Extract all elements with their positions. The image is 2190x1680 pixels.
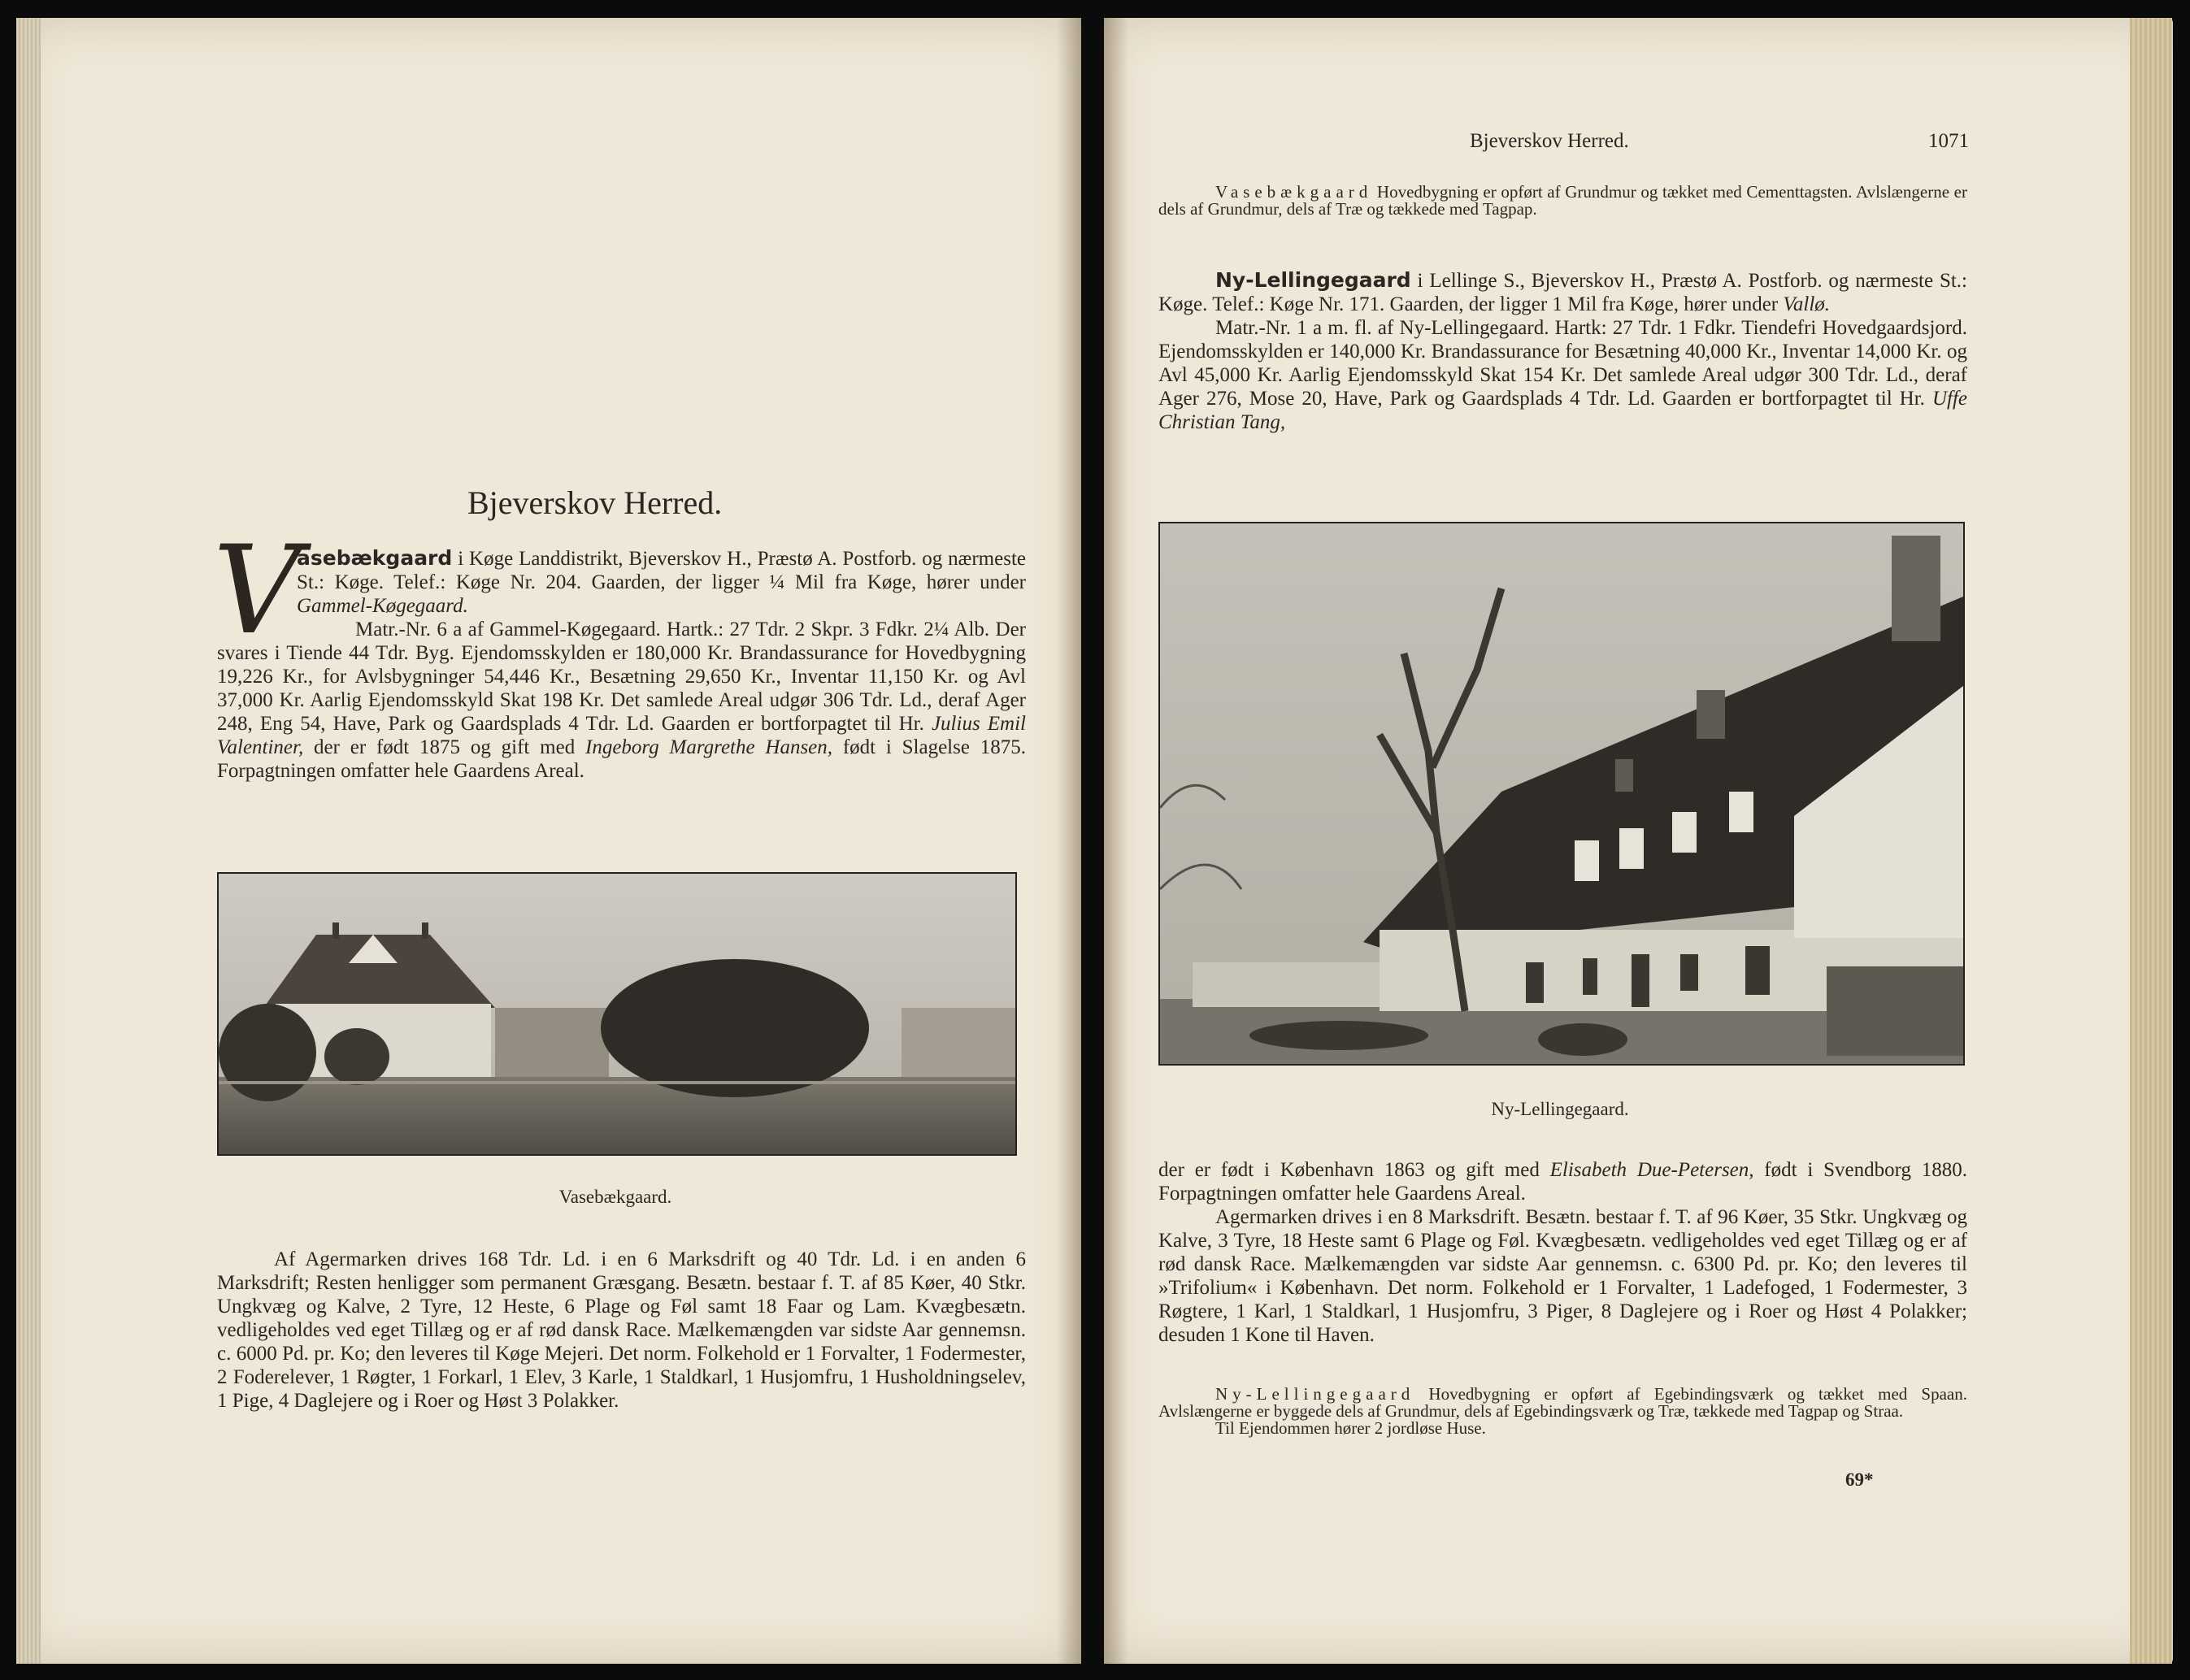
- note-ny-lellingegaard-buildings: Ny-Lellingegaard Hovedbygning er opført af Egebindingsværk og tækket med Spaan. Avlslængerne er byggede dels af Grundmur, dels af Egebindingsværk og Træ, tækkede med Tagpap og Straa. Til Ejendommen hører 2 jordløse Huse.: [1158, 1384, 1967, 1438]
- signature-mark: 69*: [1845, 1469, 1874, 1490]
- right-page-edge: [2130, 18, 2172, 1664]
- photo-vasebaekgaard: [217, 872, 1017, 1156]
- left-page: [16, 18, 1081, 1664]
- page-number: 1071: [1928, 130, 1969, 152]
- left-gutter-shadow: [1057, 18, 1081, 1664]
- entry-name: asebækgaard: [297, 546, 453, 570]
- left-page-edge: [16, 18, 41, 1664]
- dropcap-letter: V: [213, 520, 302, 662]
- photo-ny-lellingegaard: [1158, 522, 1965, 1066]
- section-title: Bjeverskov Herred.: [467, 484, 723, 521]
- paragraph-agermarken-left: Af Agermarken drives 168 Tdr. Ld. i en 6 Marksdrift og 40 Tdr. Ld. i en anden 6 Marksdrift; Resten henligger som permanent Græsgang. Besætn. bestaar f. T. af 85 Køer, 40 Stkr. Ungkvæg og Kalve, 2 Tyre, 12 Heste, 6 Plage og Føl samt 18 Faar og Lam. Kvægbesætn. vedligeholdes ved eget Tillæg og er af rød dansk Race. Mælkemængden var sidste Aar gennemsn. c. 6000 Pd. pr. Ko; den leveres til Køge Mejeri. Det norm. Folkehold er 1 Forvalter, 1 Fodermester, 2 Foderelever, 1 Røgter, 1 Forkarl, 1 Elev, 3 Karle, 1 Staldkarl, 1 Husjomfru, 1 Husholdningselev, 1 Pige, 4 Daglejere og i Roer og Høst 3 Polakker.: [217, 1248, 1026, 1412]
- photo-caption-vasebaekgaard: Vasebækgaard.: [558, 1187, 672, 1207]
- entry-name-ny-lellingegaard: Ny-Lellingegaard: [1215, 268, 1411, 292]
- entry-ny-lellingegaard-continued: der er født i København 1863 og gift med Elisabeth Due-Petersen, født i Svendborg 1880. Forpagtningen omfatter hele Gaardens Areal. Agermarken drives i en 8 Marksdrift. Besætn. bestaar f. T. af 96 Køer, 35 Stkr. Ungkvæg og Kalve, 3 Tyre, 18 Heste samt 6 Plage og Føl. Kvægbesætn. vedligeholdes ved eget Tillæg og er af rød dansk Race. Mælkemængden var sidste Aar gennemsn. c. 6300 Pd. pr. Ko; den leveres til »Trifolium« i København. Det norm. Folkehold er 1 Forvalter, 1 Ladefoged, 1 Fodermester, 3 Røgtere, 1 Karl, 1 Staldkarl, 1 Husjomfru, 3 Piger, 8 Daglejere og i Roer og Høst 4 Polakker; desuden 1 Kone til Haven.: [1158, 1159, 1967, 1346]
- note-vasebaekgaard-buildings: Vasebækgaard Hovedbygning er opført af Grundmur og tækket med Cementtagsten. Avlslængerne er dels af Grundmur, dels af Træ og tækkede med Tagpap.: [1158, 182, 1967, 219]
- farm-photo-illustration: [219, 874, 1015, 1154]
- right-gutter-shadow: [1104, 18, 1128, 1664]
- photo-caption-ny-lellingegaard: Ny-Lellingegaard.: [1491, 1099, 1629, 1119]
- entry-ny-lellingegaard: Ny-Lellingegaard i Lellinge S., Bjeverskov H., Præstø A. Postforb. og nærmeste St.: Køge. Telef.: Køge Nr. 171. Gaarden, der ligger 1 Mil fra Køge, hører under Vallø. Matr.-Nr. 1 a m. fl. af Ny-Lellingegaard. Hartk: 27 Tdr. 1 Fdkr. Tiendefri Hovedgaardsjord. Ejendomsskylden er 140,000 Kr. Brandassurance for Besætning 40,000 Kr., Inventar 14,000 Kr. og Avl 45,000 Kr. Aarlig Ejendomsskyld Skat 154 Kr. Det samlede Areal udgør 300 Tdr. Ld., deraf Ager 276, Mose 20, Have, Park og Gaardsplads 4 Tdr. Ld. Gaarden er bortforpagtet til Hr. Uffe Christian Tang,: [1158, 268, 1967, 433]
- running-head: Bjeverskov Herred.: [1470, 130, 1629, 152]
- farmhouse-photo-illustration: [1160, 523, 1963, 1064]
- entry-vasebaekgaard: asebækgaard i Køge Landdistrikt, Bjeverskov H., Præstø A. Postforb. og nærmeste St.: Køge. Telef.: Køge Nr. 204. Gaarden, der ligger ¼ Mil fra Køge, hører under Gammel-Køgegaard. Matr.-Nr. 6 a af Gammel-Køgegaard. Hartk.: 27 Tdr. 2 Skpr. 3 Fdkr. 2¼ Alb. Der svares i Tiende 44 Tdr. Byg. Ejendomsskylden er 180,000 Kr. Brandassurance for Hovedbygning 19,226 Kr., for Avlsbygninger 54,446 Kr., Besætning 29,650 Kr., Inventar 11,150 Kr. og Avl 37,000 Kr. Aarlig Ejendomsskyld Skat 198 Kr. Det samlede Areal udgør 306 Tdr. Ld., deraf Ager 248, Eng 54, Have, Park og Gaardsplads 4 Tdr. Ld. Gaarden er bortforpagtet til Hr. Julius Emil Valentiner, der er født 1875 og gift med Ingeborg Margrethe Hansen, født i Slagelse 1875. Forpagtningen omfatter hele Gaardens Areal.: [217, 546, 1027, 782]
